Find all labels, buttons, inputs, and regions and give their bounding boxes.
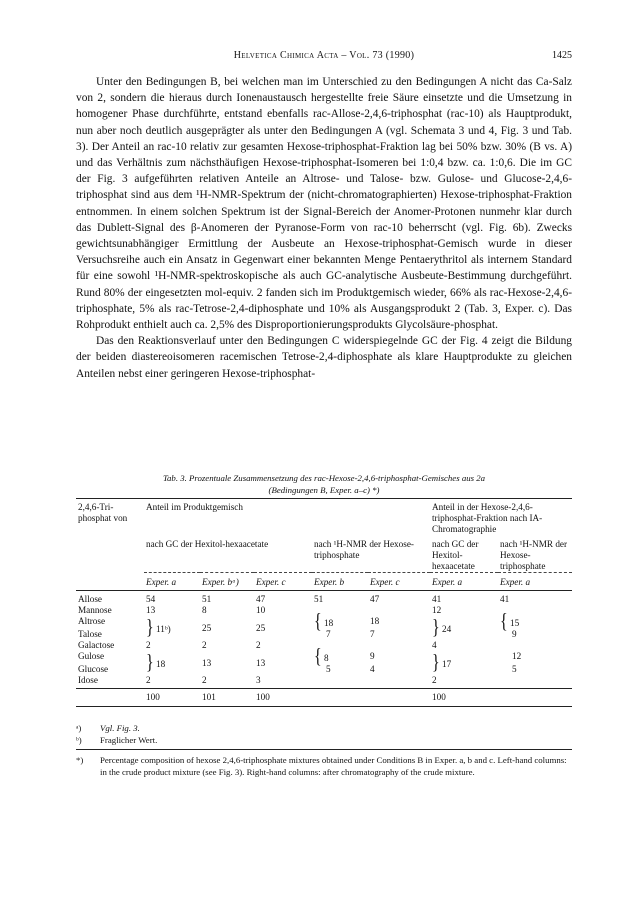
brace: { xyxy=(500,610,508,633)
brace: } xyxy=(146,650,154,674)
table-cell: 2 xyxy=(256,640,261,650)
footnote-mark: ᵇ) xyxy=(76,735,82,745)
table-cell: 41 xyxy=(432,594,442,604)
brace: { xyxy=(314,610,322,633)
table-cell: 7 xyxy=(370,629,375,639)
brace: } xyxy=(146,615,154,639)
table-cell: 18 xyxy=(323,618,334,628)
table-cell: 8 xyxy=(323,653,329,663)
table-cell: 51 xyxy=(202,594,212,604)
running-header xyxy=(76,50,572,61)
footnote-text: Percentage composition of hexose 2,4,6-triphosphate mixtures obtained under Conditions B in Exper. a, b and c. Left-hand columns: in the crude product mixture (see Fig. 3). Right-hand columns: after chromatography of the crude mixture. xyxy=(100,755,567,777)
total-cell: 101 xyxy=(200,689,254,707)
subheader-gc-ia: nach GC der Hexitol-hexaacetate xyxy=(430,535,498,573)
table-cell: 2 xyxy=(200,675,254,689)
row-label: Altrose xyxy=(78,616,106,626)
total-cell: 100 xyxy=(144,689,200,707)
table-footnotes xyxy=(76,722,572,778)
row-label: Galactose xyxy=(78,640,115,650)
footnote-b xyxy=(76,734,572,746)
table-cell: 17 xyxy=(441,658,452,669)
table-cell: 13 xyxy=(146,605,156,615)
total-cell: 100 xyxy=(254,689,312,707)
paragraph-1: Unter den Bedingungen B, bei welchen man im Unterschied zu den Bedingungen A nicht das Ca-Salz von 2, sondern die hieraus durch Ionenaustausch hergestellte freie Säure einsetzte und die Umsetzung in homogener Phase durchführte, entstand ebenfalls rac-Allose-2,4,6-triphosphat (rac-10) als Hauptprodukt, nun aber noch deutlich ausgeprägter als unter den Bedingungen A (vgl. Schemata 3 und 4, Fig. 3 und Tab. 3). Der Anteil an rac-10 relativ zur gesamten Hexose-triphosphat-Fraktion lag bei 50% bzw. 30% (B vs. A) und das Verhältnis zum nächsthäufigen Hexose-triphosphat-Isomeren bei 1:0,4 bzw. ca. 1:0,6. Die im GC der Fig. 3 aufgeführten relativen Anteile an Altrose- und Talose- bzw. Gulose- und Glucose-2,4,6-triphosphat sind aus dem ¹H-NMR-Spektrum der (nicht-chromatographierten) Hexose-triphosphat-Fraktion entnommen. In einem solchen Spektrum ist der Signal-Bereich der Anomer-Protonen nunmehr klar durch das Dublett-Signal des β-Anomeren der Pyranose-Form von rac-10 beherrscht (vgl. Fig. 6b). Zwecks gewichtsunabhängiger Ermittlung der Ausbeute an Hexose-triphosphat-Gemisch wurde in dieser Versuchsreihe auch ein Ansatz in Gegenwart einer bekannten Menge Pentaerythritol als internem Standard für eine sowohl ¹H-NMR-spektroskopische als auch GC-analytische Ausbeute-Bestimmung durchgeführt. Rund 80% der eingesetzten mol-equiv. 2 fanden sich im Produktgemisch wieder, 66% als rac-Hexose-2,4,6-triphosphate, 5% als rac-Tetrose-2,4-diphosphate und 10% als Ausgangsprodukt 2 (Tab. 3, Exper. c). Das Rohprodukt enthielt auch ca. 2,5% des Disproportionierungsprodukts Glycolsäure-phosphat. xyxy=(76,76,572,332)
subheader-gc: nach GC der Hexitol-hexaacetate xyxy=(144,535,312,573)
table-cell: 5 xyxy=(326,664,331,674)
table-cell: 47 xyxy=(370,594,380,604)
table-cell: 13 xyxy=(202,657,212,668)
table-cell: 4 xyxy=(432,640,437,650)
table-row xyxy=(76,675,572,689)
footnote-star xyxy=(76,754,572,778)
table-cell: 2 xyxy=(146,640,151,650)
paragraph-2: Das den Reaktionsverlauf unter den Bedingungen C widerspiegelnde GC der Fig. 4 zeigt die Bildung der beiden diastereoisomeren racemischen Tetrose-2,4-diphosphate als klare Hauptprodukte zu gleichen Anteilen nebst einer geringeren Hexose-triphosphat- xyxy=(76,335,572,380)
row-label: Glucose xyxy=(78,664,109,674)
brace: } xyxy=(432,650,440,674)
table-cell: 25 xyxy=(256,622,266,633)
table-cell: 54 xyxy=(146,594,156,604)
exp-header: Exper. bᵃ) xyxy=(200,573,254,591)
table-cell: 51 xyxy=(314,594,324,604)
table-cell: 12 xyxy=(432,605,442,615)
row-label: Idose xyxy=(76,675,144,689)
table-cell: 47 xyxy=(256,594,266,604)
table-cell: 18 xyxy=(370,616,380,626)
table-cell: 15 xyxy=(509,618,520,628)
exp-header: Exper. b xyxy=(312,573,368,591)
table-cell: 12 xyxy=(512,651,522,661)
table-cell: 7 xyxy=(326,629,331,639)
row-label: Talose xyxy=(78,629,102,639)
exp-header: Exper. a xyxy=(498,573,572,591)
table-caption-line-2: (Bedingungen B, Exper. a–c) *) xyxy=(268,485,380,495)
journal-title: Helvetica Chimica Acta – Vol. 73 (1990) xyxy=(233,50,415,61)
total-cell: 100 xyxy=(430,689,498,707)
table-cell: 5 xyxy=(512,664,517,674)
footnote-text: Fraglicher Wert. xyxy=(100,735,158,745)
table-cell: 8 xyxy=(202,605,207,615)
table-cell: 3 xyxy=(254,675,312,689)
table-row xyxy=(76,605,572,616)
col-header-phosphate: 2,4,6-Tri-phosphat von xyxy=(76,499,144,536)
subheader-nmr-ia: nach ¹H-NMR der Hexose-triphosphate xyxy=(498,535,572,573)
page-number: 1425 xyxy=(552,50,572,61)
exp-header: Exper. c xyxy=(368,573,430,591)
table-row xyxy=(76,640,572,651)
table-cell: 10 xyxy=(256,605,266,615)
table-row xyxy=(76,616,572,629)
table-cell: 13 xyxy=(256,657,266,668)
footnote-mark: ᵃ) xyxy=(76,723,82,733)
row-label: Allose xyxy=(78,594,102,604)
group-header-product-mixture: Anteil im Produktgemisch xyxy=(144,499,430,536)
table-cell: 11ᵇ) xyxy=(155,623,171,634)
group-header-ia-fraction: Anteil in der Hexose-2,4,6-triphosphat-Fraktion nach IA-Chromatographie xyxy=(430,499,572,536)
table-cell: 18 xyxy=(155,658,166,669)
footnote-mark: *) xyxy=(76,755,84,765)
table-cell: 2 xyxy=(144,675,200,689)
row-label: Mannose xyxy=(78,605,112,615)
totals-row xyxy=(76,689,572,707)
table-cell: 9 xyxy=(512,629,517,639)
row-label: Gulose xyxy=(78,651,105,661)
subheader-nmr: nach ¹H-NMR der Hexose-triphosphate xyxy=(312,535,430,573)
table-row xyxy=(76,651,572,664)
exp-header: Exper. a xyxy=(144,573,200,591)
table-cell: 4 xyxy=(370,664,375,674)
composition-table xyxy=(76,498,572,707)
footnote-divider xyxy=(76,749,572,750)
table-row xyxy=(76,591,572,606)
table-cell: 2 xyxy=(430,675,498,689)
brace: } xyxy=(432,615,440,639)
footnote-a xyxy=(76,722,572,734)
table-caption-line-1: Tab. 3. Prozentuale Zusammensetzung des rac-Hexose-2,4,6-triphosphat-Gemisches aus 2a xyxy=(162,473,486,483)
exp-header: Exper. c xyxy=(254,573,312,591)
table-cell: 2 xyxy=(202,640,207,650)
footnote-text: Vgl. Fig. 3. xyxy=(100,723,140,733)
table-caption xyxy=(76,472,572,496)
table-cell: 9 xyxy=(370,651,375,661)
table-cell: 24 xyxy=(441,623,452,634)
exp-header: Exper. a xyxy=(430,573,498,591)
body-text xyxy=(76,74,572,382)
table-cell: 25 xyxy=(202,622,212,633)
brace: { xyxy=(314,645,322,668)
table-cell: 41 xyxy=(500,594,510,604)
